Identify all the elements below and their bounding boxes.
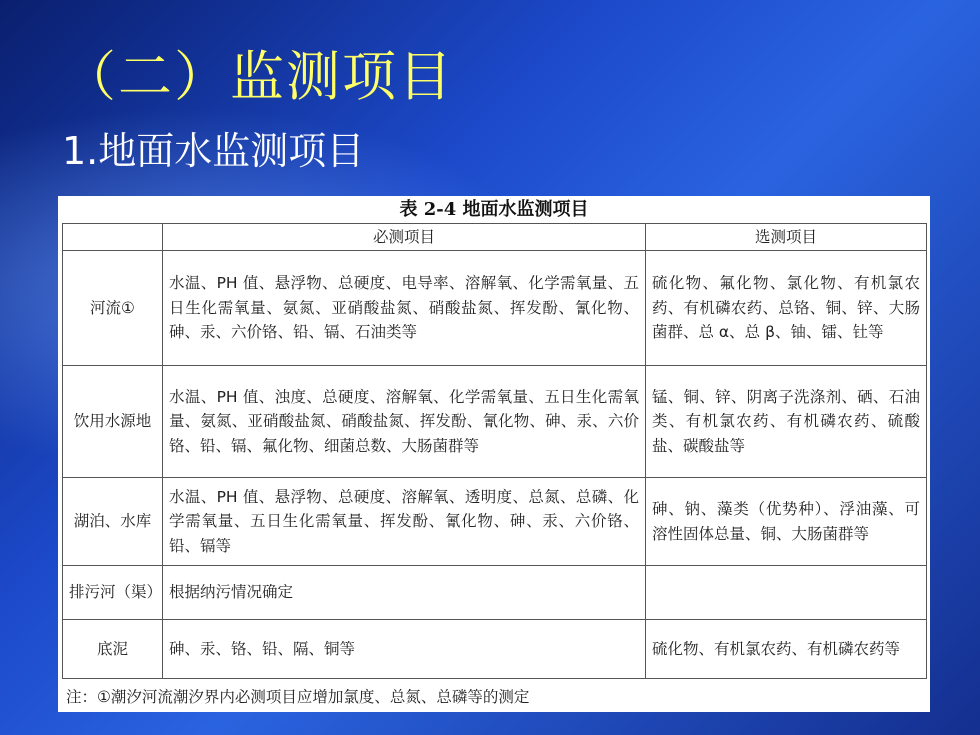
required-cell: 水温、PH 值、悬浮物、总硬度、溶解氧、透明度、总氮、总磷、化学需氧量、五日生化需氧量、挥发酚、氰化物、砷、汞、六价铬、铅、镉等	[163, 478, 646, 566]
required-cell: 水温、PH 值、浊度、总硬度、溶解氧、化学需氧量、五日生化需氧量、氨氮、亚硝酸盐氮、硝酸盐氮、挥发酚、氰化物、砷、汞、六价铬、铅、镉、氟化物、细菌总数、大肠菌群等	[163, 366, 646, 478]
table-footnote: 注：①潮汐河流潮汐界内必测项目应增加氯度、总氮、总磷等的测定	[66, 688, 530, 706]
monitoring-table	[62, 223, 927, 679]
site-cell: 饮用水源地	[63, 366, 163, 478]
optional-cell: 锰、铜、锌、阴离子洗涤剂、硒、石油类、有机氯农药、有机磷农药、硫酸盐、碳酸盐等	[646, 366, 927, 478]
site-cell: 底泥	[63, 620, 163, 679]
table-row	[63, 566, 927, 620]
optional-cell: 硫化物、氟化物、氯化物、有机氯农药、有机磷农药、总铬、铜、锌、大肠菌群、总 α、总 β、铀、镭、钍等	[646, 251, 927, 366]
slide-title: （二）监测项目	[62, 45, 454, 108]
slide-subtitle: 1.地面水监测项目	[62, 129, 365, 173]
table-caption: 表 2-4 地面水监测项目	[399, 199, 589, 220]
optional-cell: 砷、钠、藻类（优势种）、浮油藻、可溶性固体总量、铜、大肠菌群等	[646, 478, 927, 566]
header-cell-optional: 选测项目	[646, 224, 927, 251]
table-row	[63, 366, 927, 478]
table-header-row	[63, 224, 927, 251]
header-cell-required: 必测项目	[163, 224, 646, 251]
required-cell: 水温、PH 值、悬浮物、总硬度、电导率、溶解氧、化学需氧量、五日生化需氧量、氨氮、亚硝酸盐氮、硝酸盐氮、挥发酚、氰化物、砷、汞、六价铬、铅、镉、石油类等	[163, 251, 646, 366]
site-cell: 排污河（渠）	[63, 566, 163, 620]
optional-cell: 硫化物、有机氯农药、有机磷农药等	[646, 620, 927, 679]
table-row	[63, 478, 927, 566]
table-row	[63, 251, 927, 366]
optional-cell	[646, 566, 927, 620]
required-cell: 根据纳污情况确定	[163, 566, 646, 620]
table-panel	[58, 196, 930, 712]
site-cell: 湖泊、水库	[63, 478, 163, 566]
header-cell-site	[63, 224, 163, 251]
required-cell: 砷、汞、铬、铅、隔、铜等	[163, 620, 646, 679]
table-row	[63, 620, 927, 679]
site-cell: 河流①	[63, 251, 163, 366]
